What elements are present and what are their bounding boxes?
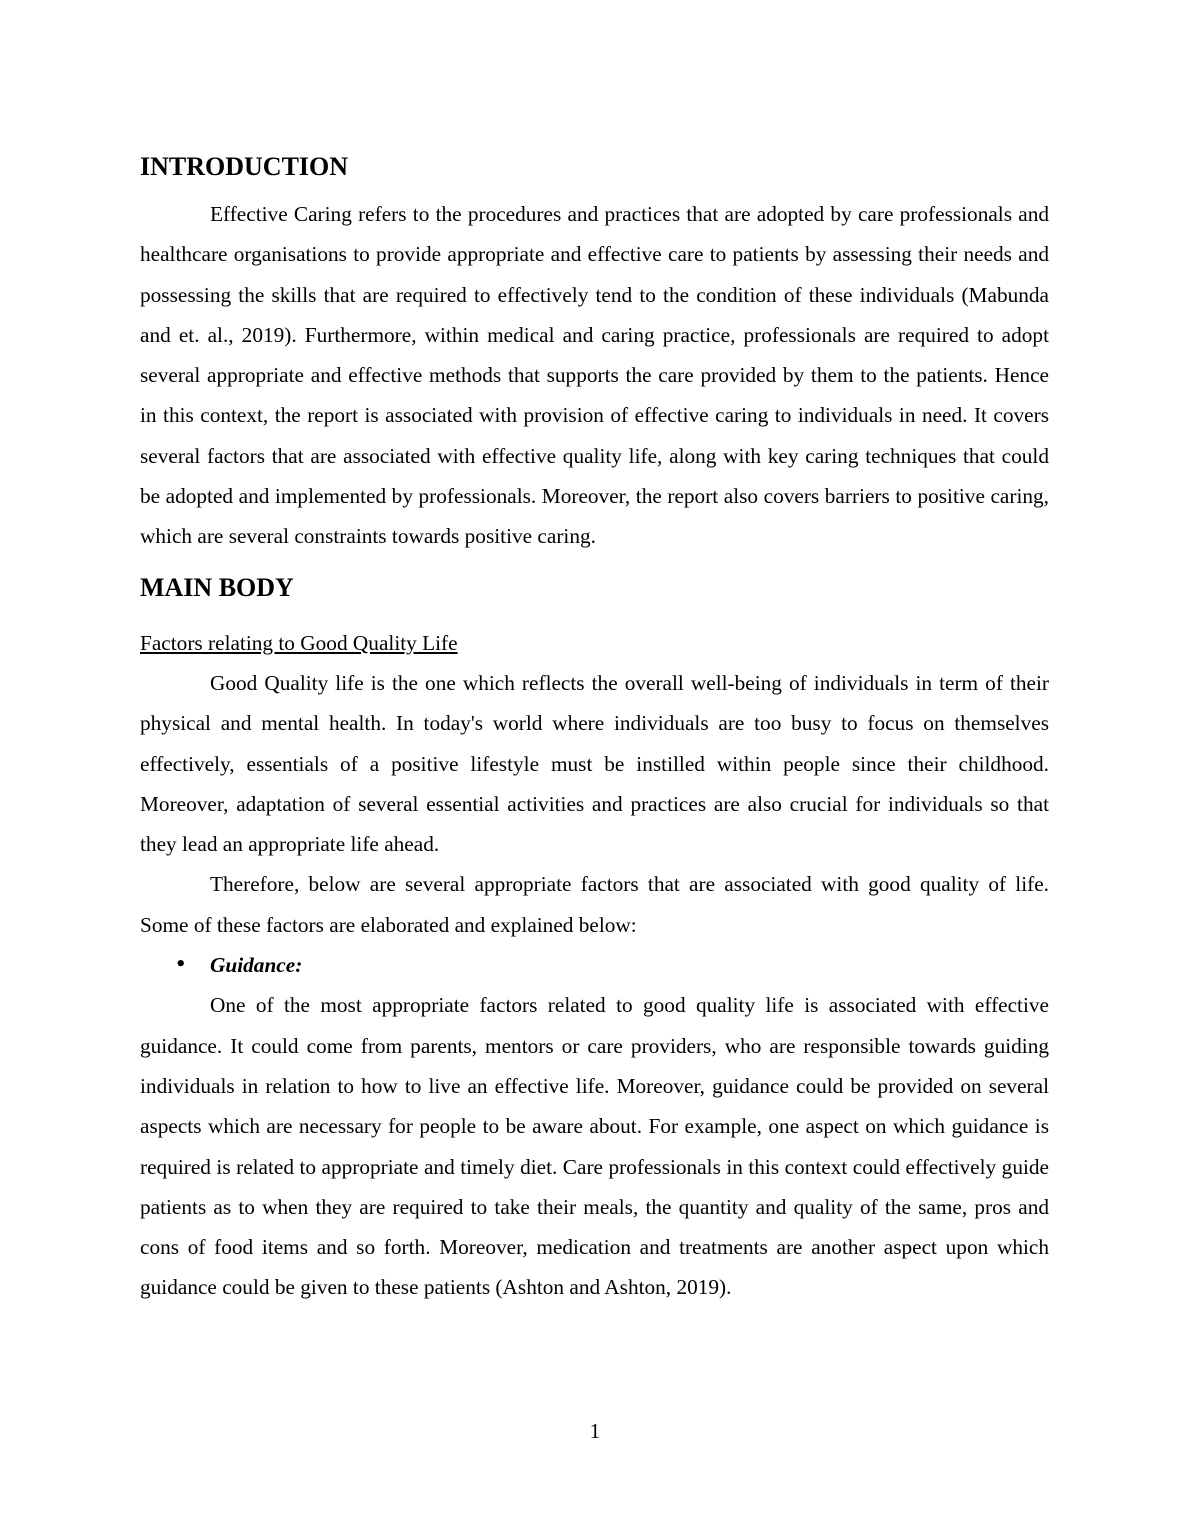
bullet-label: Guidance:: [210, 953, 303, 978]
main-body-heading: MAIN BODY: [140, 572, 294, 602]
factors-intro-paragraph: Therefore, below are several appropriate factors that are associated with good quality of life. Some of these factors are elaborated and explained below:: [140, 872, 1049, 937]
page-number: 1: [589, 1419, 601, 1443]
bullet-item-guidance: [140, 945, 1049, 985]
bullet-point-icon: •: [175, 954, 187, 976]
page-content: [140, 150, 1049, 1308]
introduction-paragraph: Effective Caring refers to the procedures and practices that are adopted by care professionals and healthcare organisations to provide appropriate and effective care to patients by assessing their needs and possessing the skills that are required to effectively tend to the condition of these individuals (Mabunda and et. al., 2019). Furthermore, within medical and caring practice, professionals are required to adopt several appropriate and effective methods that supports the care provided by them to the patients. Hence in this context, the report is associated with provision of effective caring to individuals in need. It covers several factors that are associated with effective quality life, along with key caring techniques that could be adopted and implemented by professionals. Moreover, the report also covers barriers to positive caring, which are several constraints towards positive caring.: [140, 202, 1049, 549]
guidance-paragraph: One of the most appropriate factors related to good quality life is associated with effective guidance. It could come from parents, mentors or care providers, who are responsible towards guiding individuals in relation to how to live an effective life. Moreover, guidance could be provided on several aspects which are necessary for people to be aware about. For example, one aspect on which guidance is required is related to appropriate and timely diet. Care professionals in this context could effectively guide patients as to when they are required to take their meals, the quantity and quality of the same, pros and cons of food items and so forth. Moreover, medication and treatments are another aspect upon which guidance could be given to these patients (Ashton and Ashton, 2019).: [140, 993, 1049, 1300]
quality-life-paragraph: Good Quality life is the one which reflects the overall well-being of individuals in term of their physical and mental health. In today's world where individuals are too busy to focus on themselves effectively, essentials of a positive lifestyle must be instilled within people since their childhood. Moreover, adaptation of several essential activities and practices are also crucial for individuals so that they lead an appropriate life ahead.: [140, 670, 1049, 857]
section-subheading: Factors relating to Good Quality Life: [140, 630, 458, 655]
introduction-heading: INTRODUCTION: [140, 152, 349, 181]
